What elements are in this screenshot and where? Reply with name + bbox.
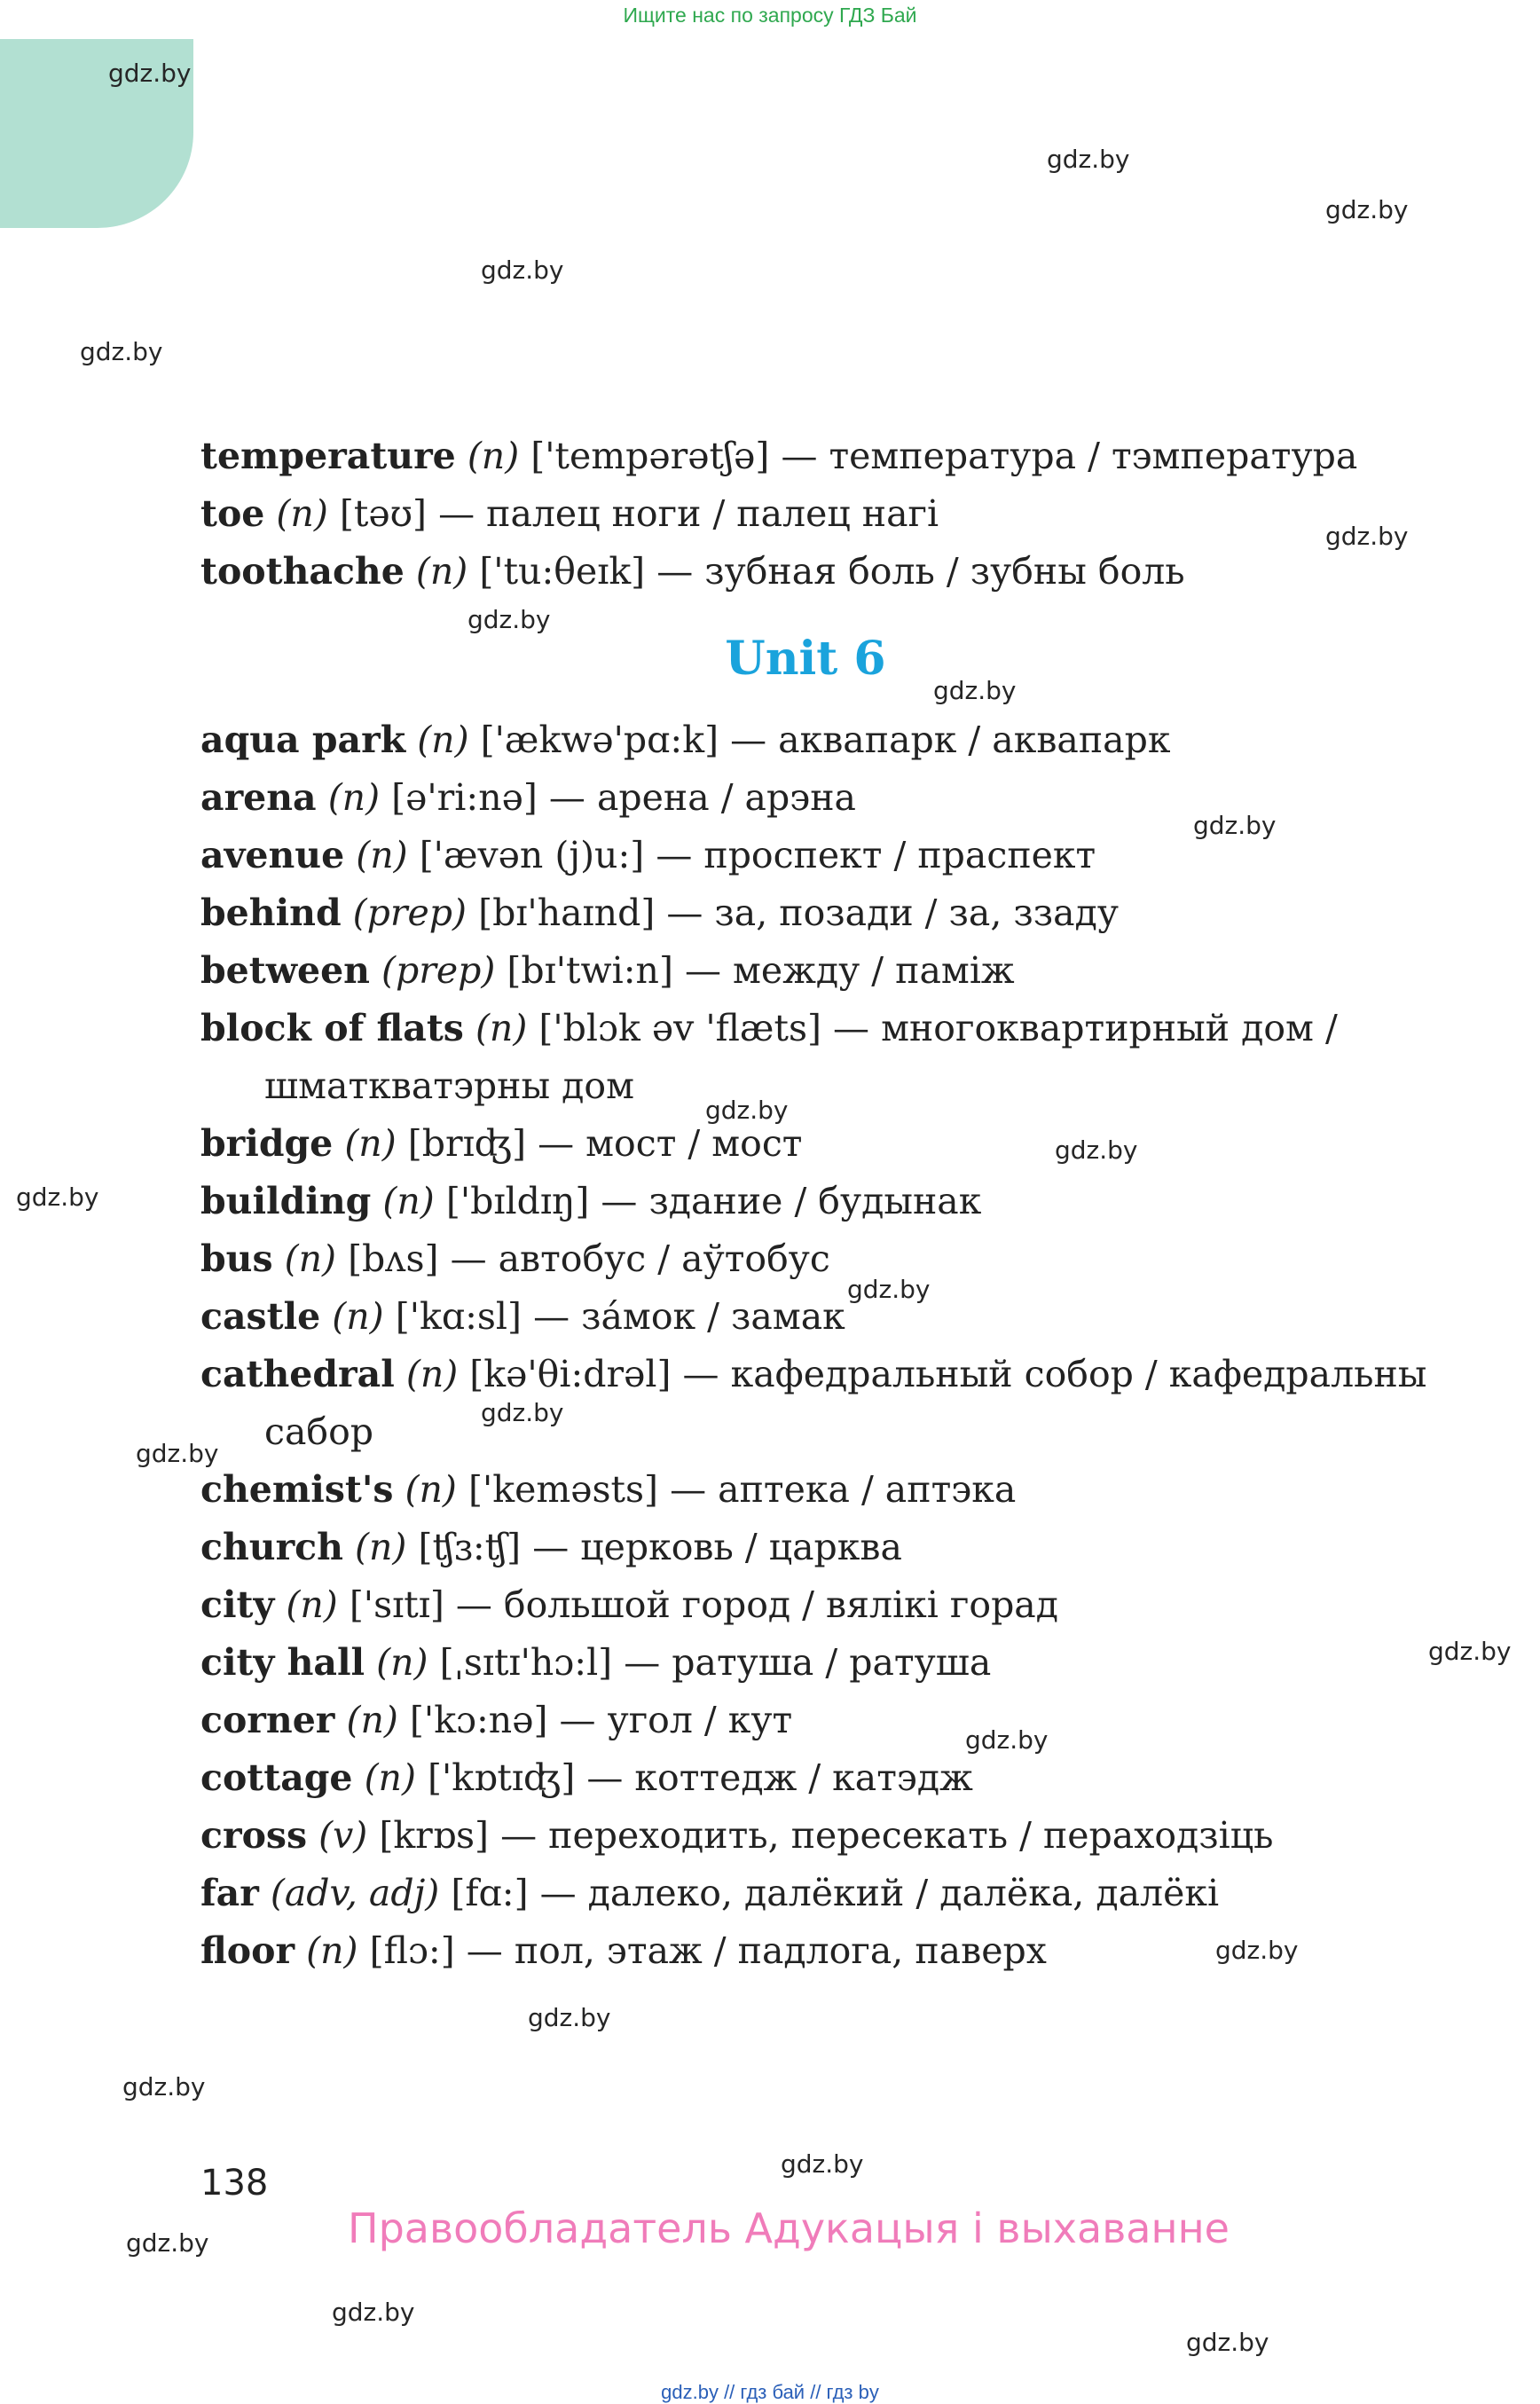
entry-pos: (n) <box>276 492 328 535</box>
vocab-entry <box>200 1526 902 1569</box>
entry-pron: ['tempərətʃə] <box>530 435 770 477</box>
vocab-entry <box>200 1641 991 1685</box>
entry-word: cross <box>200 1814 308 1857</box>
vocab-entry <box>200 1814 1273 1858</box>
watermark: gdz.by <box>108 59 192 88</box>
entry-translation: — автобус / аўтобус <box>450 1237 830 1280</box>
entry-word: behind <box>200 892 342 934</box>
vocab-entry <box>200 1583 1058 1627</box>
entry-pos: (prep) <box>352 892 468 934</box>
entry-translation: — между / паміж <box>685 949 1015 992</box>
entry-translation: — зубная боль / зубны боль <box>656 550 1185 593</box>
entry-pron: [təʊ] <box>339 492 428 535</box>
entry-word: building <box>200 1180 372 1222</box>
entry-pron: ['kɑ:sl] <box>395 1295 522 1338</box>
entry-pron: [kə'θi:drəl] <box>469 1353 672 1395</box>
entry-word: block of flats <box>200 1007 464 1049</box>
entry-translation: — кафедральный собор / кафедральны <box>682 1353 1427 1395</box>
entry-translation: — переходить, пересекать / пераходзіць <box>500 1814 1274 1857</box>
entry-word: cottage <box>200 1756 353 1799</box>
page-number: 138 <box>200 2163 269 2204</box>
entry-word: chemist's <box>200 1468 394 1511</box>
entry-pos: (n) <box>356 834 408 876</box>
watermark: gdz.by <box>332 2298 415 2327</box>
entry-word: floor <box>200 1929 295 1972</box>
vocab-entry <box>200 834 1096 877</box>
entry-translation: — палец ноги / палец нагі <box>438 492 939 535</box>
watermark: gdz.by <box>1428 1637 1512 1666</box>
entry-word: avenue <box>200 834 345 876</box>
entry-pron: [bɪ'twi:n] <box>507 949 673 992</box>
entry-pos: (n) <box>415 550 468 593</box>
watermark: gdz.by <box>481 1398 564 1427</box>
watermark: gdz.by <box>136 1439 219 1468</box>
watermark: gdz.by <box>933 676 1017 705</box>
vocab-entry <box>200 492 939 536</box>
vocab-entry <box>200 1468 1016 1512</box>
entry-translation: — арена / арэна <box>548 776 856 819</box>
entry-pos: (n) <box>332 1295 384 1338</box>
entry-translation: — далеко, далёкий / далёка, далёкі <box>539 1872 1220 1914</box>
entry-pron: ['kɒtɪʤ] <box>428 1756 576 1799</box>
entry-pos: (n) <box>417 719 469 761</box>
entry-pos: (n) <box>286 1583 338 1626</box>
entry-pos: (n) <box>382 1180 435 1222</box>
footer-links[interactable]: gdz.by // гдз бай // гдз by <box>661 2381 879 2403</box>
entry-pos: (n) <box>376 1641 428 1684</box>
watermark: gdz.by <box>16 1182 99 1212</box>
entry-pron: [ʧɜ:ʧ] <box>418 1526 522 1568</box>
watermark: gdz.by <box>847 1275 931 1304</box>
watermark: gdz.by <box>468 605 551 634</box>
entry-pron: ['kɔ:nə] <box>409 1699 548 1741</box>
watermark: gdz.by <box>705 1096 789 1125</box>
unit-heading: Unit 6 <box>725 632 886 686</box>
entry-pos: (n) <box>344 1122 397 1165</box>
entry-word: castle <box>200 1295 321 1338</box>
entry-pron: [fɑ:] <box>451 1872 529 1914</box>
entry-pron: [bɪ'haɪnd] <box>478 892 656 934</box>
top-banner[interactable]: Ищите нас по запросу ГДЗ Бай <box>623 4 917 27</box>
watermark: gdz.by <box>528 2003 611 2032</box>
entry-pos: (n) <box>284 1237 337 1280</box>
entry-word: corner <box>200 1699 335 1741</box>
entry-translation: — ратуша / ратуша <box>624 1641 992 1684</box>
watermark: gdz.by <box>481 255 564 285</box>
vocab-entry <box>200 1756 973 1800</box>
entry-pron: ['keməsts] <box>468 1468 659 1511</box>
vocab-entry <box>200 1007 1338 1050</box>
watermark: gdz.by <box>1215 1936 1299 1965</box>
entry-pron: ['sɪtɪ] <box>349 1583 444 1626</box>
entry-pos: (n) <box>405 1353 459 1395</box>
entry-word: bridge <box>200 1122 334 1165</box>
entry-pron: [ə'ri:nə] <box>391 776 538 819</box>
entry-word: city <box>200 1583 275 1626</box>
entry-word: far <box>200 1872 259 1914</box>
watermark: gdz.by <box>1325 195 1409 224</box>
entry-word: bus <box>200 1237 273 1280</box>
entry-pron: ['bɪldɪŋ] <box>445 1180 590 1222</box>
entry-translation: — проспект / праспект <box>656 834 1096 876</box>
vocab-entry <box>200 1353 1426 1396</box>
vocab-entry <box>200 1699 792 1742</box>
entry-pron: [bʌs] <box>348 1237 439 1280</box>
watermark: gdz.by <box>781 2149 864 2179</box>
entry-word: aqua park <box>200 719 406 761</box>
entry-word: temperature <box>200 435 456 477</box>
vocab-entry <box>200 719 1171 762</box>
entry-translation: — многоквартирный дом / <box>833 1007 1338 1049</box>
vocab-entry <box>200 435 1357 478</box>
watermark: gdz.by <box>1193 811 1277 840</box>
watermark: gdz.by <box>1186 2328 1269 2357</box>
entry-translation: — здание / будынак <box>601 1180 982 1222</box>
entry-translation: — угол / кут <box>559 1699 793 1741</box>
vocab-entry <box>200 1122 802 1166</box>
entry-translation: — церковь / царква <box>532 1526 902 1568</box>
vocab-entry <box>200 776 856 820</box>
entry-pos: (n) <box>405 1468 457 1511</box>
entry-pos: (adv, adj) <box>270 1872 440 1914</box>
entry-pron: [flɔ:] <box>369 1929 455 1972</box>
entry-pos: (prep) <box>381 949 496 992</box>
vocab-entry-continuation: шматкватэрны дом <box>264 1065 634 1107</box>
entry-pron: ['ævən (j)u:] <box>419 834 645 876</box>
watermark: gdz.by <box>965 1725 1049 1755</box>
vocab-entry <box>200 1237 830 1281</box>
entry-pron: ['blɔk əv 'flæts] <box>538 1007 821 1049</box>
entry-pron: ['tu:θeɪk] <box>479 550 646 593</box>
entry-pos: (n) <box>327 776 381 819</box>
watermark: gdz.by <box>1047 145 1130 174</box>
entry-word: arena <box>200 776 317 819</box>
entry-translation: — за, позади / за, ззаду <box>666 892 1119 934</box>
entry-translation: — мост / мост <box>538 1122 803 1165</box>
entry-pos: (n) <box>364 1756 416 1799</box>
entry-translation: — зáмок / замак <box>533 1295 845 1338</box>
entry-word: city hall <box>200 1641 365 1684</box>
entry-word: toe <box>200 492 265 535</box>
entry-translation: — большой город / вялікі горад <box>455 1583 1058 1626</box>
entry-pron: [brɪʤ] <box>407 1122 527 1165</box>
watermark: gdz.by <box>122 2072 206 2102</box>
entry-word: cathedral <box>200 1353 395 1395</box>
entry-pos: (n) <box>475 1007 528 1049</box>
entry-pron: ['ækwə'pɑ:k] <box>480 719 719 761</box>
vocab-entry <box>200 550 1185 593</box>
copyright-notice: Правообладатель Адукацыя і выхаванне <box>348 2204 1230 2252</box>
vocab-entry <box>200 1295 845 1339</box>
vocab-entry <box>200 892 1119 935</box>
entry-word: between <box>200 949 370 992</box>
vocab-entry <box>200 949 1015 993</box>
entry-translation: — аптека / аптэка <box>670 1468 1017 1511</box>
watermark: gdz.by <box>1055 1135 1138 1165</box>
vocab-entry <box>200 1929 1047 1973</box>
entry-pos: (n) <box>306 1929 358 1972</box>
entry-pos: (v) <box>318 1814 368 1857</box>
vocab-entry <box>200 1180 981 1223</box>
entry-pos: (n) <box>355 1526 407 1568</box>
watermark: gdz.by <box>126 2228 209 2258</box>
entry-translation: — пол, этаж / падлога, паверх <box>466 1929 1047 1972</box>
entry-translation: — аквапарк / аквапарк <box>730 719 1171 761</box>
vocab-entry-continuation: сабор <box>264 1410 374 1453</box>
entry-translation: — коттедж / катэдж <box>586 1756 973 1799</box>
entry-translation: — температура / тэмпература <box>781 435 1358 477</box>
entry-word: church <box>200 1526 343 1568</box>
watermark: gdz.by <box>1325 522 1409 551</box>
entry-pron: [ˌsɪtɪ'hɔ:l] <box>439 1641 613 1684</box>
entry-word: toothache <box>200 550 405 593</box>
vocab-entry <box>200 1872 1219 1915</box>
watermark: gdz.by <box>80 337 163 366</box>
entry-pos: (n) <box>467 435 520 477</box>
entry-pos: (n) <box>346 1699 398 1741</box>
entry-pron: [krɒs] <box>379 1814 490 1857</box>
